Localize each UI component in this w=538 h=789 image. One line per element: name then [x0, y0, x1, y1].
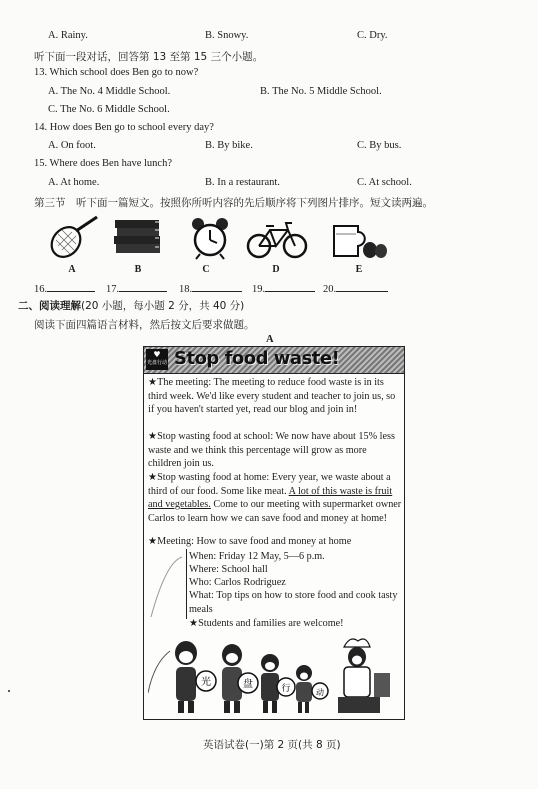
cartoon-chef	[338, 639, 390, 713]
q12-option-a: A. Rainy.	[48, 30, 88, 41]
home-text-2: Come to our meeting with supermarket owner Carlos to learn how we can save food and money at home!	[148, 499, 402, 524]
q12-option-c: C. Dry.	[357, 30, 388, 41]
q12-option-b: B. Snowy.	[205, 30, 249, 41]
cartoon-figure-father	[175, 641, 197, 713]
cartoon-figure-child	[261, 654, 279, 713]
blank-label: 19.	[252, 284, 266, 295]
q15-option-c: C. At school.	[357, 177, 412, 188]
part2-note: (20 小题，每小题 2 分，共 40 分)	[81, 300, 245, 312]
part2-instruction: 阅读下面四篇语言材料，然后按文后要求做题。	[34, 319, 255, 331]
passage-label: A	[266, 334, 274, 345]
picture-label-e: E	[355, 264, 363, 275]
instruction-13-15: 听下面一段对话，回答第 13 至第 15 三个小题。	[34, 51, 264, 63]
milk-eggs-icon	[328, 214, 388, 262]
part2-heading	[18, 298, 244, 313]
plate-badge-2-text: 盘	[243, 679, 253, 690]
poster-title: Stop food waste!	[174, 348, 340, 369]
meeting-when: When: Friday 12 May, 5—6 p.m.	[189, 551, 325, 562]
poster-paragraph-meeting: ★The meeting: The meeting to reduce food waste is in its third week. We'd like every student and teacher to join us, so if you haven't started yet, read our blog and join in!	[148, 377, 396, 415]
picture-label-c: C	[202, 264, 210, 275]
bicycle-icon	[246, 218, 308, 262]
section3-instruction: 第三节 听下面一篇短文。按照你所听内容的先后顺序将下列图片排序。短文读两遍。	[34, 197, 433, 209]
q14-option-b: B. By bike.	[205, 140, 253, 151]
q15-option-b: B. In a restaurant.	[205, 177, 280, 188]
blank-label: 18.	[179, 284, 193, 295]
stop-food-waste-poster	[143, 346, 405, 720]
meeting-where: Where: School hall	[189, 564, 268, 575]
q14-option-a: A. On foot.	[48, 140, 96, 151]
poster-meeting-heading: ★Meeting: How to save food and money at home	[148, 536, 352, 547]
answer-blank-17[interactable]	[106, 281, 167, 295]
q13-stem: 13. Which school does Ben go to now?	[34, 67, 199, 78]
family-cartoon-illustration	[148, 633, 400, 717]
meeting-who: Who: Carlos Rodriguez	[189, 577, 286, 588]
alarm-clock-icon	[188, 214, 232, 262]
plate-badge-4-text: 动	[316, 688, 324, 697]
q13-option-b: B. The No. 5 Middle School.	[260, 86, 382, 97]
poster-logo: ♥ 光盘行动	[146, 349, 168, 370]
plate-badge-3-text: 行	[281, 684, 291, 694]
tennis-racket-icon	[42, 214, 102, 262]
poster-side-illustration	[146, 552, 186, 622]
answer-blank-19[interactable]	[252, 281, 315, 295]
home-text-underlined: A lot of this waste is fruit and vegetables.	[148, 485, 393, 510]
blank-label: 20.	[323, 284, 337, 295]
poster-paragraph-home	[148, 471, 402, 525]
picture-label-a: A	[68, 264, 76, 275]
blank-label: 16.	[34, 284, 48, 295]
page-footer: 英语试卷(一)第 2 页(共 8 页)	[203, 739, 341, 751]
answer-blank-20[interactable]	[323, 281, 388, 295]
q15-stem: 15. Where does Ben have lunch?	[34, 158, 173, 169]
meeting-what: What: Top tips on how to store food and cook tasty meals	[189, 590, 398, 615]
plate-badge-1-text: 光	[201, 677, 211, 688]
poster-header	[144, 347, 404, 374]
blank-label: 17.	[106, 284, 120, 295]
q13-option-a: A. The No. 4 Middle School.	[48, 86, 171, 97]
q14-stem: 14. How does Ben go to school every day?	[34, 122, 214, 133]
poster-logo-text: 光盘行动	[146, 360, 167, 366]
poster-welcome: ★Students and families are welcome!	[189, 618, 344, 629]
q15-option-a: A. At home.	[48, 177, 100, 188]
q13-option-c: C. The No. 6 Middle School.	[48, 104, 170, 115]
cartoon-figure-small-child	[296, 665, 312, 713]
picture-label-d: D	[272, 264, 280, 275]
part2-title: 二、阅读理解	[18, 300, 81, 312]
books-icon	[111, 214, 165, 262]
scan-speck	[8, 690, 10, 692]
answer-blank-16[interactable]	[34, 281, 95, 295]
home-text-1: ★Stop wasting food at home: Every year, we waste about a third of our food. Some like meat.	[148, 472, 391, 497]
poster-paragraph-school: ★Stop wasting food at school: We now have about 15% less waste and we think this percentage will grow as more children join us.	[148, 431, 395, 469]
q14-option-c: C. By bus.	[357, 140, 402, 151]
picture-label-b: B	[134, 264, 142, 275]
answer-blank-18[interactable]	[179, 281, 242, 295]
